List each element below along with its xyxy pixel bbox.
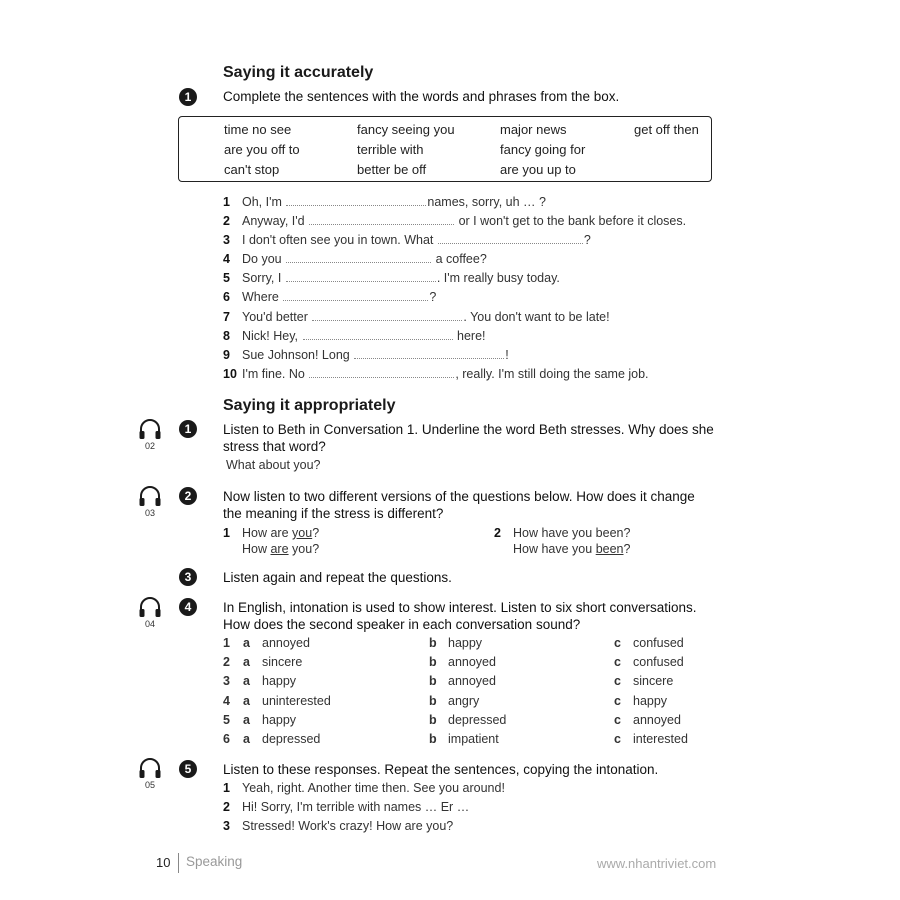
option-b: annoyed — [448, 655, 496, 669]
item-number: 3 — [223, 674, 230, 688]
sentence-start: Sorry, I — [242, 271, 282, 285]
gap-fill-item — [223, 252, 487, 266]
headphones-icon[interactable] — [138, 757, 162, 779]
option-c: sincere — [633, 674, 674, 688]
option-letter: a — [243, 636, 250, 650]
item-number: 2 — [223, 655, 230, 669]
option-letter: c — [614, 636, 621, 650]
exercise-number-badge: 1 — [179, 420, 197, 438]
track-number: 05 — [144, 780, 155, 790]
option-letter: b — [429, 674, 437, 688]
option-c: happy — [633, 694, 668, 708]
gap-fill-item — [223, 329, 486, 343]
exercise-instruction — [223, 421, 714, 455]
track-number: 03 — [144, 508, 155, 518]
answer-blank[interactable] — [438, 233, 583, 244]
option-letter: c — [614, 732, 621, 746]
sentence-end: a coffee? — [435, 252, 487, 266]
instruction-line: Listen to Beth in Conversation 1. Underline the word Beth stresses. Why does she — [223, 422, 714, 437]
option-letter: a — [243, 713, 250, 727]
option-letter: b — [429, 713, 437, 727]
answer-blank[interactable] — [309, 367, 454, 378]
option-a: depressed — [262, 732, 321, 746]
sentence-start: I don't often see you in town. What — [242, 233, 434, 247]
sentence-end: or I won't get to the bank before it closes. — [458, 214, 687, 228]
item-number: 1 — [223, 636, 230, 650]
list-item — [223, 781, 505, 795]
item-number: 2 — [223, 800, 230, 814]
option-letter: a — [243, 732, 250, 746]
footer-section: Speaking — [186, 854, 243, 869]
option-a: happy — [262, 674, 297, 688]
option-a: sincere — [262, 655, 303, 669]
item-number: 3 — [223, 233, 230, 247]
headphones-icon[interactable] — [138, 596, 162, 618]
word-box-item: fancy going for — [500, 142, 586, 157]
option-b: annoyed — [448, 674, 496, 688]
item-number: 4 — [223, 252, 230, 266]
item-number: 1 — [223, 781, 230, 795]
word-box-item: time no see — [224, 122, 292, 137]
question-pair — [223, 525, 319, 557]
question-pair — [494, 525, 630, 557]
instruction-line: In English, intonation is used to show interest. Listen to six short conversations. — [223, 600, 697, 615]
answer-blank[interactable] — [283, 290, 428, 301]
item-number: 7 — [223, 310, 230, 324]
exercise-instruction: Listen again and repeat the questions. — [223, 570, 452, 585]
gap-fill-item — [223, 214, 686, 228]
option-b: impatient — [448, 732, 499, 746]
word-box-item: better be off — [357, 162, 427, 177]
sentence-start: Anyway, I'd — [242, 214, 305, 228]
sentence-start: You'd better — [242, 310, 308, 324]
option-letter: a — [243, 674, 250, 688]
exercise-instruction: Listen to these responses. Repeat the sentences, copying the intonation. — [223, 762, 659, 777]
word-box-item: can't stop — [224, 162, 280, 177]
sentence-end: ! — [505, 348, 509, 362]
item-number: 1 — [223, 195, 230, 209]
sentence-start: Oh, I'm — [242, 195, 282, 209]
gap-fill-item — [223, 348, 509, 362]
item-number: 5 — [223, 713, 230, 727]
stressed-word: been — [595, 542, 624, 556]
gap-fill-item — [223, 367, 649, 381]
sentence-end: here! — [457, 329, 486, 343]
section-title: Saying it appropriately — [223, 397, 396, 414]
headphones-icon[interactable] — [138, 485, 162, 507]
answer-blank[interactable] — [354, 348, 504, 359]
option-letter: b — [429, 655, 437, 669]
item-number: 6 — [223, 732, 230, 746]
sentence-end: . I'm really busy today. — [436, 271, 560, 285]
option-letter: b — [429, 694, 437, 708]
gap-fill-item — [223, 310, 610, 324]
answer-blank[interactable] — [312, 310, 462, 321]
word-box-item: are you off to — [224, 142, 300, 157]
item-number: 2 — [223, 214, 230, 228]
word-box — [178, 116, 712, 182]
word-box-item: are you up to — [500, 162, 576, 177]
item-number: 9 — [223, 348, 230, 362]
stressed-word: are — [270, 542, 289, 556]
gap-fill-item — [223, 195, 546, 209]
question-a — [242, 526, 319, 540]
option-b: depressed — [448, 713, 507, 727]
item-number: 1 — [223, 526, 230, 540]
exercise-number-badge: 1 — [179, 88, 197, 106]
gap-fill-item — [223, 233, 591, 247]
response-text: Stressed! Work's crazy! How are you? — [242, 819, 454, 833]
sentence-end: names, sorry, uh … ? — [427, 195, 546, 209]
option-b: angry — [448, 694, 480, 708]
sentence-start: Do you — [242, 252, 282, 266]
option-letter: c — [614, 713, 621, 727]
text: How — [242, 542, 271, 556]
answer-blank[interactable] — [286, 195, 426, 206]
exercise-number-badge: 3 — [179, 568, 197, 586]
option-c: annoyed — [633, 713, 681, 727]
option-c: confused — [633, 636, 684, 650]
list-item — [223, 800, 469, 814]
track-number: 04 — [144, 619, 155, 629]
item-number: 10 — [223, 367, 237, 381]
item-number: 3 — [223, 819, 230, 833]
item-number: 2 — [494, 526, 501, 540]
option-letter: a — [243, 694, 250, 708]
word-box-item: major news — [500, 122, 567, 137]
instruction-line: Now listen to two different versions of the questions below. How does it change — [223, 489, 695, 504]
option-letter: c — [614, 674, 621, 688]
option-a: happy — [262, 713, 297, 727]
option-letter: c — [614, 655, 621, 669]
stressed-word: you — [292, 526, 313, 540]
option-letter: b — [429, 636, 437, 650]
option-letter: c — [614, 694, 621, 708]
option-letter: b — [429, 732, 437, 746]
word-box-item: fancy seeing you — [357, 122, 455, 137]
sentence-start: Nick! Hey, — [242, 329, 299, 343]
option-a: annoyed — [262, 636, 310, 650]
word-box-item: terrible with — [357, 142, 424, 157]
sentence-end: , really. I'm still doing the same job. — [455, 367, 649, 381]
footer-divider — [178, 853, 179, 873]
item-number: 6 — [223, 290, 230, 304]
sentence-start: I'm fine. No — [242, 367, 305, 381]
item-number: 4 — [223, 694, 230, 708]
sentence-end: . You don't want to be late! — [463, 310, 610, 324]
word-box-item: get off then — [634, 122, 699, 137]
sentence-start: Where — [242, 290, 279, 304]
exercise-instruction — [223, 488, 695, 522]
footer-url: www.nhantriviet.com — [597, 856, 717, 871]
question-b — [513, 542, 630, 556]
response-text: Hi! Sorry, I'm terrible with names … Er … — [242, 800, 470, 814]
option-letter: a — [243, 655, 250, 669]
text: you? — [288, 542, 320, 556]
question-a: How have you been? — [513, 526, 631, 540]
sentence-end: ? — [583, 233, 591, 247]
answer-blank[interactable] — [309, 214, 454, 225]
instruction-line: How does the second speaker in each conversation sound? — [223, 617, 581, 632]
text: ? — [623, 542, 631, 556]
option-c: confused — [633, 655, 684, 669]
option-a: uninterested — [262, 694, 331, 708]
sentence-start: Sue Johnson! Long — [242, 348, 350, 362]
track-number: 02 — [144, 441, 155, 451]
question-b — [242, 542, 319, 556]
exercise-instruction — [223, 599, 697, 633]
item-number: 8 — [223, 329, 230, 343]
answer-blank[interactable] — [286, 271, 436, 282]
section-title: Saying it accurately — [223, 64, 374, 81]
list-item — [223, 819, 453, 833]
instruction-line: stress that word? — [223, 439, 326, 454]
gap-fill-item — [223, 271, 560, 285]
sentence-end: ? — [429, 290, 437, 304]
page-number: 10 — [156, 855, 171, 870]
exercise-number-badge: 2 — [179, 487, 197, 505]
text: ? — [312, 526, 320, 540]
headphones-icon[interactable] — [138, 418, 162, 440]
answer-blank[interactable] — [303, 329, 453, 340]
exercise-number-badge: 4 — [179, 598, 197, 616]
answer-blank[interactable] — [286, 252, 431, 263]
text: How have you — [513, 542, 596, 556]
text: How are — [242, 526, 293, 540]
exercise-instruction: Complete the sentences with the words and phrases from the box. — [223, 89, 620, 104]
gap-fill-item — [223, 290, 436, 304]
example-phrase: What about you? — [226, 458, 321, 472]
exercise-number-badge: 5 — [179, 760, 197, 778]
instruction-line: the meaning if the stress is different? — [223, 506, 444, 521]
option-b: happy — [448, 636, 483, 650]
response-text: Yeah, right. Another time then. See you around! — [242, 781, 505, 795]
item-number: 5 — [223, 271, 230, 285]
option-c: interested — [633, 732, 688, 746]
